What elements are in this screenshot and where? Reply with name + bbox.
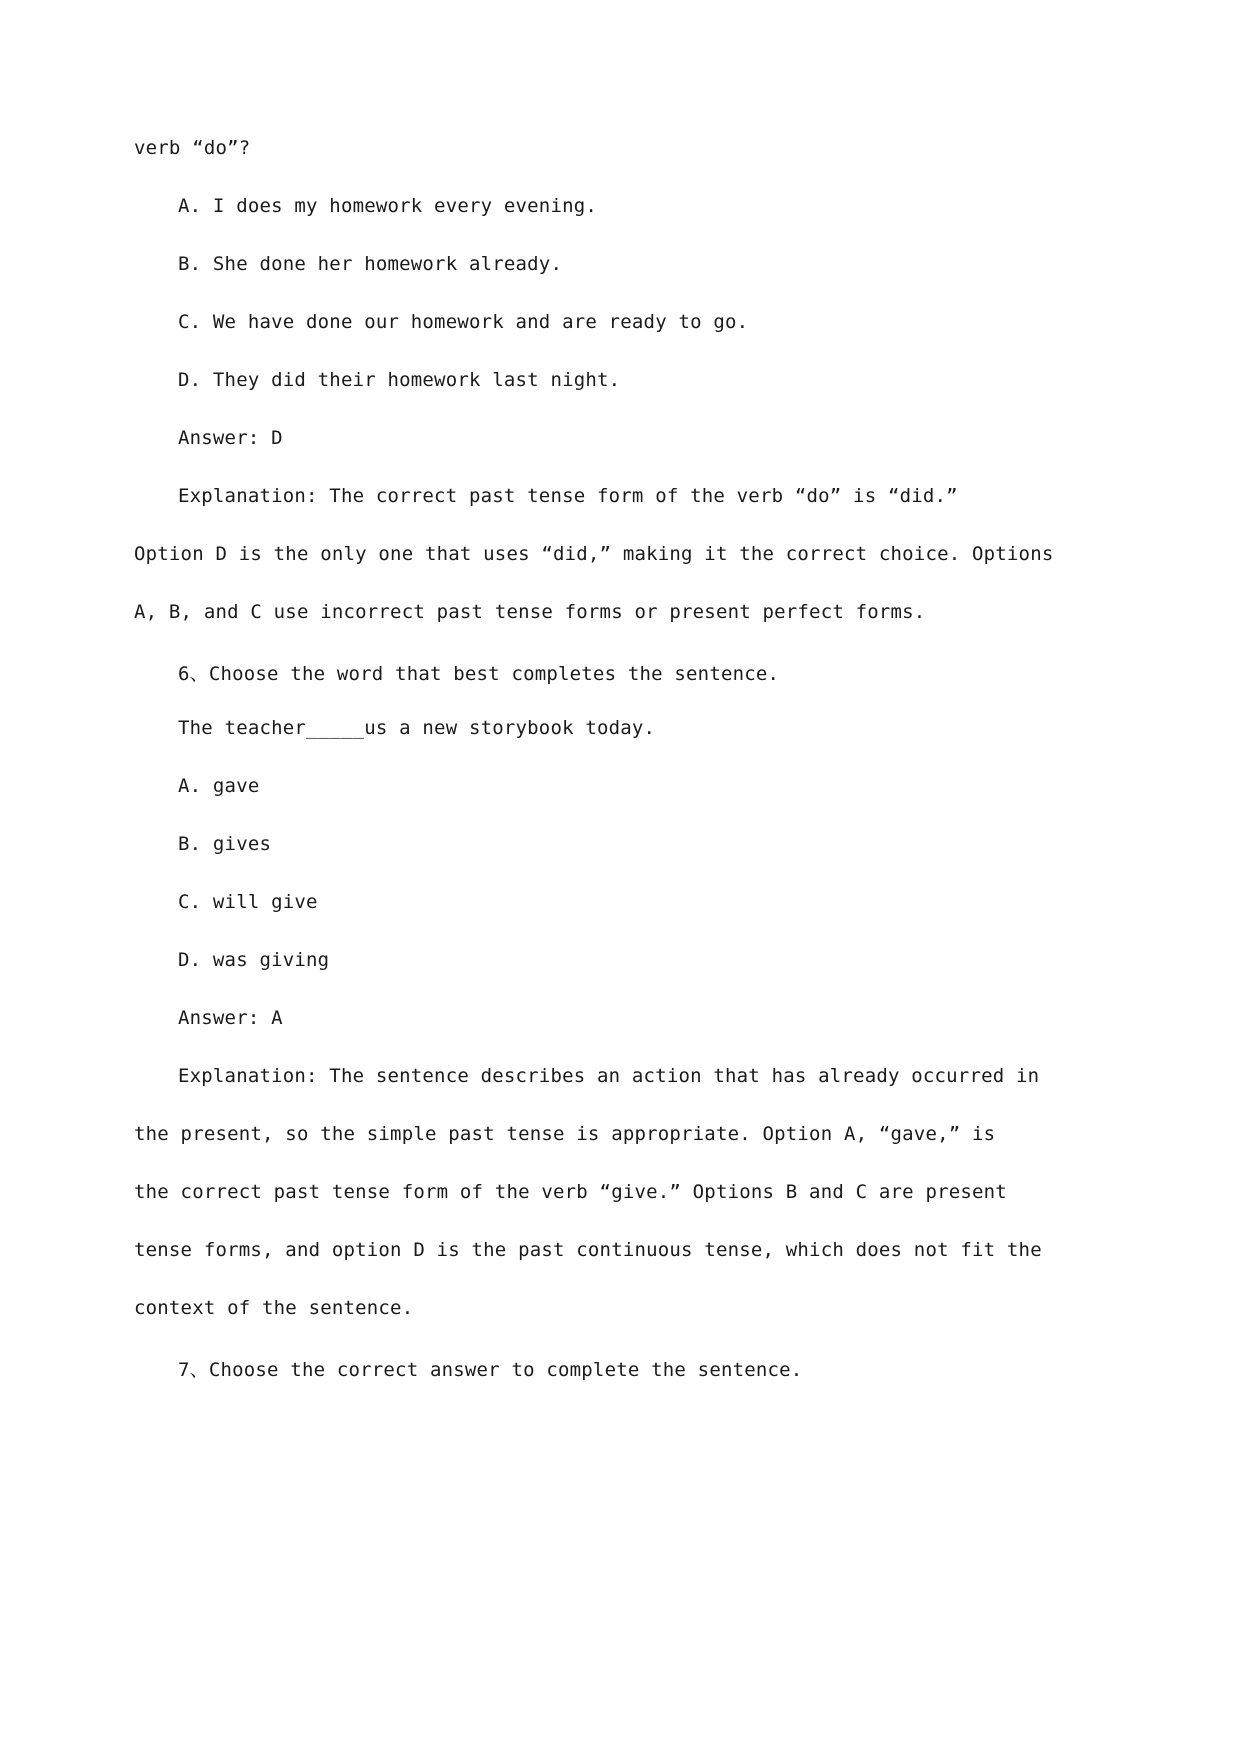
q6-option-d: D. was giving [178,949,330,971]
question-6-prompt: 6、Choose the word that best completes the sentence. [178,663,780,685]
q5-explanation-line-1: Explanation: The correct past tense form of the verb “do” is “did.” [178,485,958,507]
q6-explanation-line-4: tense forms, and option D is the past continuous tense, which does not fit the [134,1239,1042,1261]
q5-option-d: D. They did their homework last night. [178,369,621,391]
q6-option-b: B. gives [178,833,272,855]
q6-explanation-line-1: Explanation: The sentence describes an action that has already occurred in [178,1065,1040,1087]
q5-option-c: C. We have done our homework and are ready to go. [178,311,749,333]
question-5-stem-tail: verb “do”? [134,137,251,159]
question-7-prompt: 7、Choose the correct answer to complete the sentence. [178,1359,803,1381]
q5-answer: Answer: D [178,427,283,449]
q6-option-c: C. will give [178,891,318,913]
question-6-sentence: The teacher_____us a new storybook today. [178,717,656,739]
q5-explanation-line-2: Option D is the only one that uses “did,” making it the correct choice. Options [134,543,1054,565]
q6-explanation-line-5: context of the sentence. [134,1297,414,1319]
q5-option-b: B. She done her homework already. [178,253,563,275]
q6-explanation-line-3: the correct past tense form of the verb “give.” Options B and C are present [134,1181,1007,1203]
q5-explanation-line-3: A, B, and C use incorrect past tense forms or present perfect forms. [134,601,926,623]
q6-explanation-line-2: the present, so the simple past tense is appropriate. Option A, “gave,” is [134,1123,996,1145]
q6-option-a: A. gave [178,775,260,797]
q6-answer: Answer: A [178,1007,283,1029]
q5-option-a: A. I does my homework every evening. [178,195,598,217]
